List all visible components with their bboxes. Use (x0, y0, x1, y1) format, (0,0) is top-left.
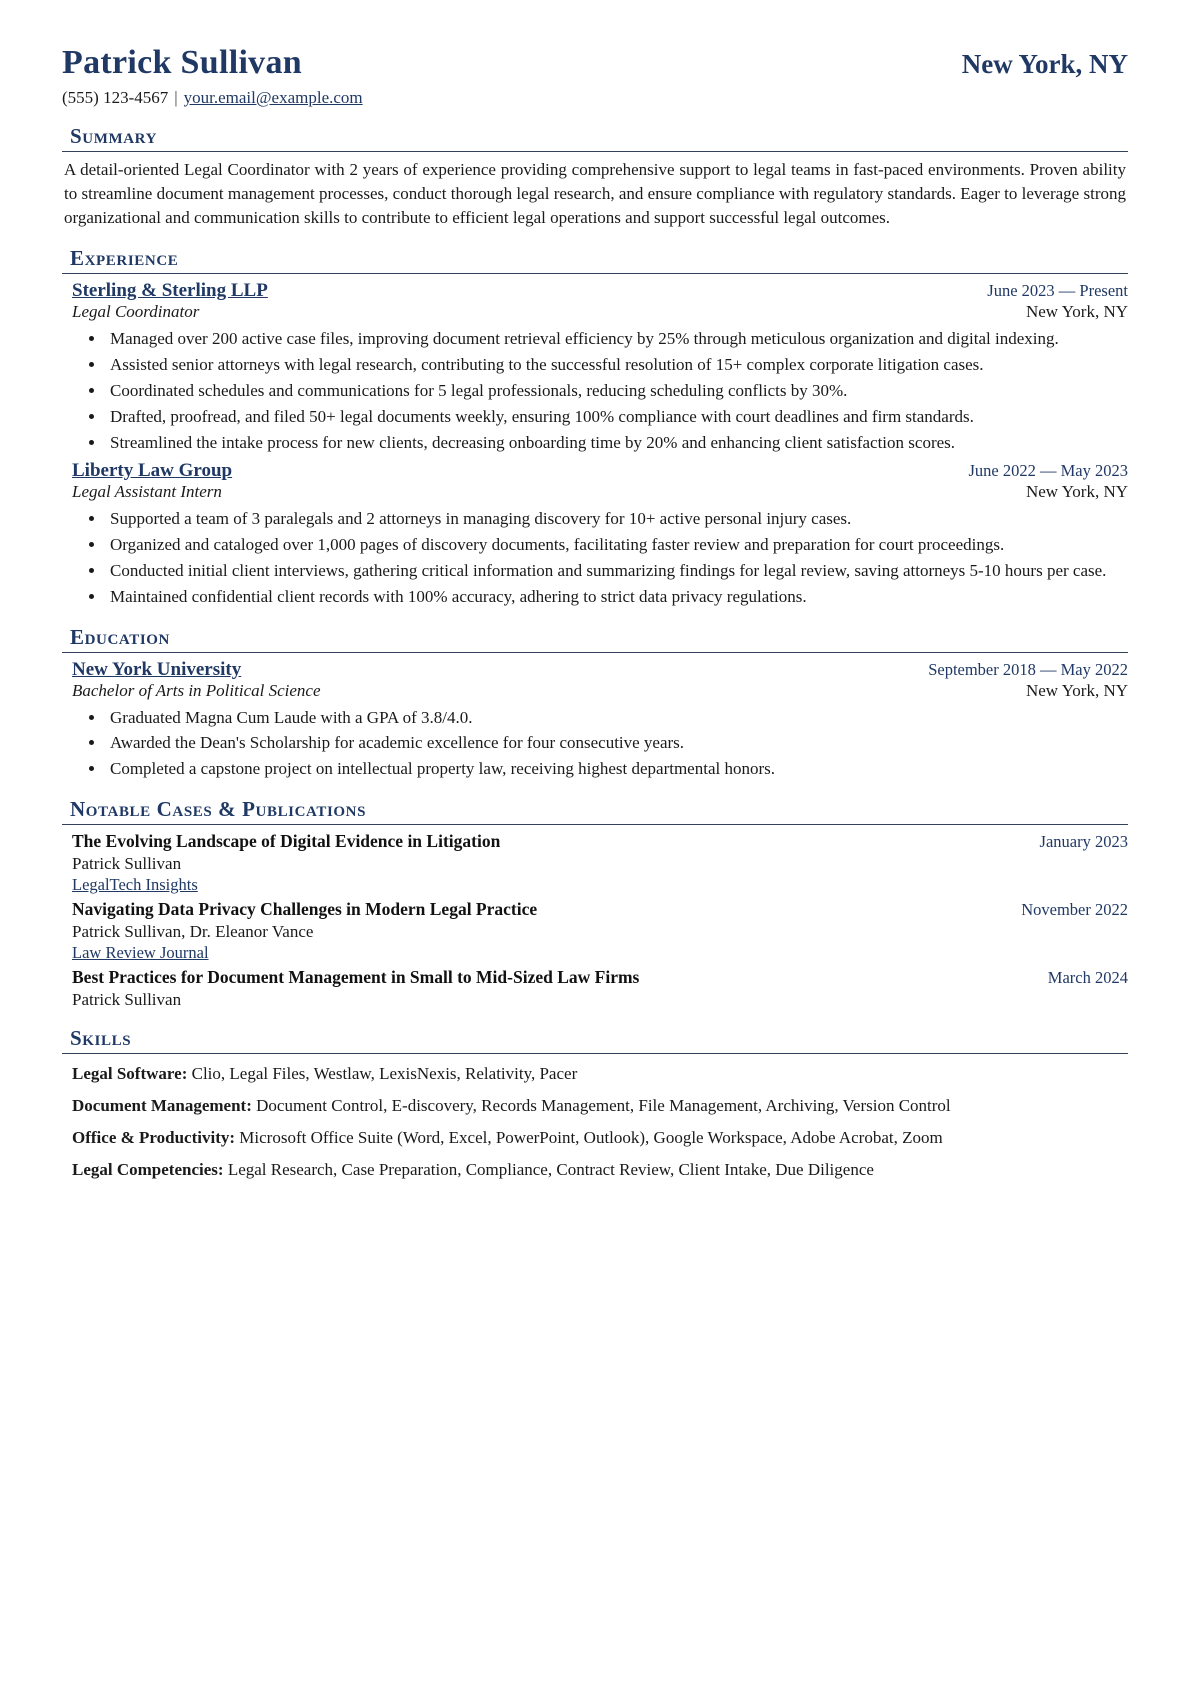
skill-category: Legal Competencies: (72, 1160, 224, 1180)
email-link[interactable]: your.email@example.com (183, 88, 363, 107)
candidate-location: New York, NY (961, 49, 1128, 79)
candidate-name: Patrick Sullivan (62, 44, 302, 81)
publication-venue[interactable]: LegalTech Insights (72, 874, 198, 894)
list-item: • Graduated Magna Cum Laude with a GPA of 3.8/4.0. (106, 706, 1128, 730)
experience-bullets (72, 327, 1128, 454)
skill-items: Legal Research, Case Preparation, Compliance, Contract Review, Client Intake, Due Diligence (227, 1160, 874, 1180)
degree-title: Bachelor of Arts in Political Science (72, 680, 321, 700)
job-location: New York, NY (1025, 482, 1128, 502)
list-item: • Conducted initial client interviews, gathering critical information and summarizing findings for legal review, saving attorneys 5-10 hours per case. (106, 559, 1128, 583)
skill-items: Microsoft Office Suite (Word, Excel, PowerPoint, Outlook), Google Workspace, Adobe Acrobat, Zoom (239, 1128, 943, 1148)
entry-header-row (72, 460, 1128, 482)
section-publications (62, 797, 1128, 1010)
list-item: • Completed a capstone project on intellectual property law, receiving highest departmental honors. (106, 757, 1128, 781)
section-title-experience: Experience (70, 246, 179, 271)
skill-category: Legal Software: (72, 1063, 188, 1083)
publication-venue[interactable]: Law Review Journal (72, 942, 209, 962)
list-item: • Assisted senior attorneys with legal research, contributing to the successful resolution of 15+ complex corporate litigation cases. (106, 353, 1128, 377)
section-title-education: Education (70, 624, 170, 649)
publication-title: Navigating Data Privacy Challenges in Modern Legal Practice (72, 898, 538, 919)
section-title-publications: Notable Cases & Publications (70, 796, 367, 821)
section-divider (62, 1053, 1128, 1054)
list-item: • Maintained confidential client records with 100% accuracy, adhering to strict data privacy regulations. (106, 585, 1128, 609)
entry-subheader-row (72, 482, 1128, 502)
education-bullets (72, 706, 1128, 781)
section-divider (62, 151, 1128, 152)
resume-header (62, 44, 1128, 82)
publication-date: March 2024 (1047, 967, 1128, 987)
publication-header-row (72, 967, 1128, 988)
publication-authors: Patrick Sullivan (72, 853, 182, 873)
skill-line (62, 1094, 1128, 1118)
phone-number: (555) 123-4567 (62, 88, 169, 107)
publication-title: Best Practices for Document Management in Small to Mid-Sized Law Firms (72, 966, 640, 987)
skill-category: Office & Productivity: (72, 1128, 236, 1148)
education-entry (62, 659, 1128, 781)
list-item: • Supported a team of 3 paralegals and 2 attorneys in managing discovery for 10+ active personal injury cases. (106, 507, 1128, 531)
publication-authors: Patrick Sullivan, Dr. Eleanor Vance (72, 921, 314, 941)
contact-separator: | (174, 88, 178, 107)
job-title: Legal Coordinator (72, 302, 200, 322)
job-location: New York, NY (1025, 302, 1128, 322)
section-experience (62, 246, 1128, 608)
publication-entry (62, 899, 1128, 963)
section-summary (62, 124, 1128, 230)
contact-line (62, 88, 1128, 108)
entry-subheader-row (72, 302, 1128, 322)
experience-entry (62, 280, 1128, 454)
list-item: • Coordinated schedules and communications for 5 legal professionals, reducing scheduling conflicts by 30%. (106, 379, 1128, 403)
entry-subheader-row (72, 681, 1128, 701)
entry-header-row (72, 280, 1128, 302)
experience-entry (62, 460, 1128, 608)
job-title: Legal Assistant Intern (72, 482, 222, 502)
skill-line (62, 1158, 1128, 1182)
experience-bullets (72, 507, 1128, 608)
education-dates: September 2018 — May 2022 (928, 659, 1128, 679)
employer-name[interactable]: Liberty Law Group (72, 460, 233, 482)
publication-title: The Evolving Landscape of Digital Evidence in Litigation (72, 830, 501, 851)
section-divider (62, 824, 1128, 825)
section-education (62, 625, 1128, 781)
school-location: New York, NY (1025, 680, 1128, 700)
list-item: • Managed over 200 active case files, improving document retrieval efficiency by 25% through meticulous organization and digital indexing. (106, 327, 1128, 351)
publication-entry (62, 831, 1128, 895)
publication-header-row (72, 831, 1128, 852)
employment-dates: June 2023 — Present (987, 281, 1128, 301)
list-item: • Organized and cataloged over 1,000 pages of discovery documents, facilitating faster review and preparation for court proceedings. (106, 533, 1128, 557)
section-title-skills: Skills (70, 1025, 132, 1050)
publication-date: January 2023 (1039, 831, 1128, 851)
skill-items: Document Control, E-discovery, Records Management, File Management, Archiving, Version Control (256, 1096, 951, 1116)
employer-name[interactable]: Sterling & Sterling LLP (72, 280, 268, 302)
section-skills (62, 1026, 1128, 1183)
list-item: • Streamlined the intake process for new clients, decreasing onboarding time by 20% and enhancing client satisfaction scores. (106, 431, 1128, 455)
publication-entry (62, 967, 1128, 1010)
publication-header-row (72, 899, 1128, 920)
skill-items: Clio, Legal Files, Westlaw, LexisNexis, Relativity, Pacer (191, 1063, 578, 1083)
list-item: • Awarded the Dean's Scholarship for academic excellence for four consecutive years. (106, 731, 1128, 755)
section-divider (62, 652, 1128, 653)
skill-line (62, 1126, 1128, 1150)
section-divider (62, 273, 1128, 274)
employment-dates: June 2022 — May 2023 (968, 461, 1128, 481)
skill-line (62, 1062, 1128, 1086)
school-name[interactable]: New York University (72, 658, 242, 680)
skill-category: Document Management: (72, 1096, 252, 1116)
entry-header-row (72, 659, 1128, 681)
publication-date: November 2022 (1021, 899, 1128, 919)
list-item: • Drafted, proofread, and filed 50+ legal documents weekly, ensuring 100% compliance with court deadlines and firm standards. (106, 405, 1128, 429)
section-title-summary: Summary (70, 124, 157, 148)
publication-authors: Patrick Sullivan (72, 989, 182, 1009)
summary-text: A detail-oriented Legal Coordinator with 2 years of experience providing comprehensive support to legal teams in fast-paced environments. Proven ability to streamline document management processes, conduct thorough legal research, and ensure compliance with regulatory standards. Eager to leverage strong organizational and communication skills to contribute to efficient legal operations and support successful legal outcomes. (64, 160, 1126, 228)
